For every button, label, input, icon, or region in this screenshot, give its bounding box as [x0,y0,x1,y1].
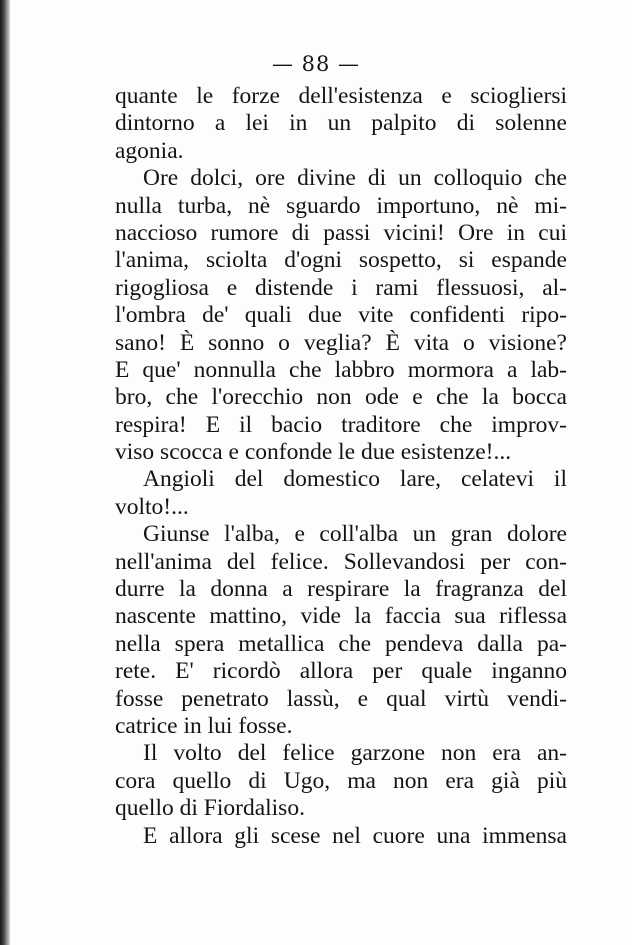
text-line: rigogliosa e distende i rami flessuosi, al- [115,274,567,301]
text-line: viso scocca e confonde le due esistenze!... [115,439,512,466]
text-line: bro, che l'orecchio non ode e che la bocca [115,384,567,411]
text-line: nulla turba, nè sguardo importuno, nè mi- [115,192,567,219]
text-line: nascente mattino, vide la faccia sua riflessa [115,603,567,630]
text-line: fosse penetrato lassù, e qual virtù vendi- [115,685,567,712]
text-line: Il volto del felice garzone non era an- [143,740,567,767]
text-line: Giunse l'alba, e coll'alba un gran dolore [143,521,567,548]
body-text [115,83,567,850]
text-line: dintorno a lei in un palpito di solenne [115,110,567,137]
text-line: respira! E il bacio traditore che improv- [115,411,567,438]
text-line: rete. E' ricordò allora per quale inganno [115,658,567,685]
text-line: E allora gli scese nel cuore una immensa [143,822,567,849]
text-line: catrice in lui fosse. [115,712,293,739]
text-line: cora quello di Ugo, ma non era già più [115,767,567,794]
text-line: naccioso rumore di passi vicini! Ore in cui [115,219,567,246]
text-line: Ore dolci, ore divine di un colloquio che [143,165,567,192]
text-line: sano! È sonno o veglia? È vita o visione? [115,329,567,356]
text-line: quante le forze dell'esistenza e sciogliersi [115,83,567,109]
text-line: l'anima, sciolta d'ogni sospetto, si espande [115,247,567,274]
text-line: Angioli del domestico lare, celatevi il [143,466,567,493]
page-binding-edge [0,0,10,945]
text-line: volto!... [115,493,189,520]
page-number: — 88 — [271,52,361,76]
text-line: agonia. [115,137,184,164]
text-line: durre la donna a respirare la fragranza del [115,576,567,603]
text-line: l'ombra de' quali due vite confidenti ripo- [115,302,567,329]
text-line: nell'anima del felice. Sollevandosi per con- [115,548,567,575]
text-line: E que' nonnulla che labbro mormora a lab- [115,356,567,383]
text-line: nella spera metallica che pendeva dalla pa- [115,630,567,657]
text-line: quello di Fiordaliso. [115,795,305,822]
